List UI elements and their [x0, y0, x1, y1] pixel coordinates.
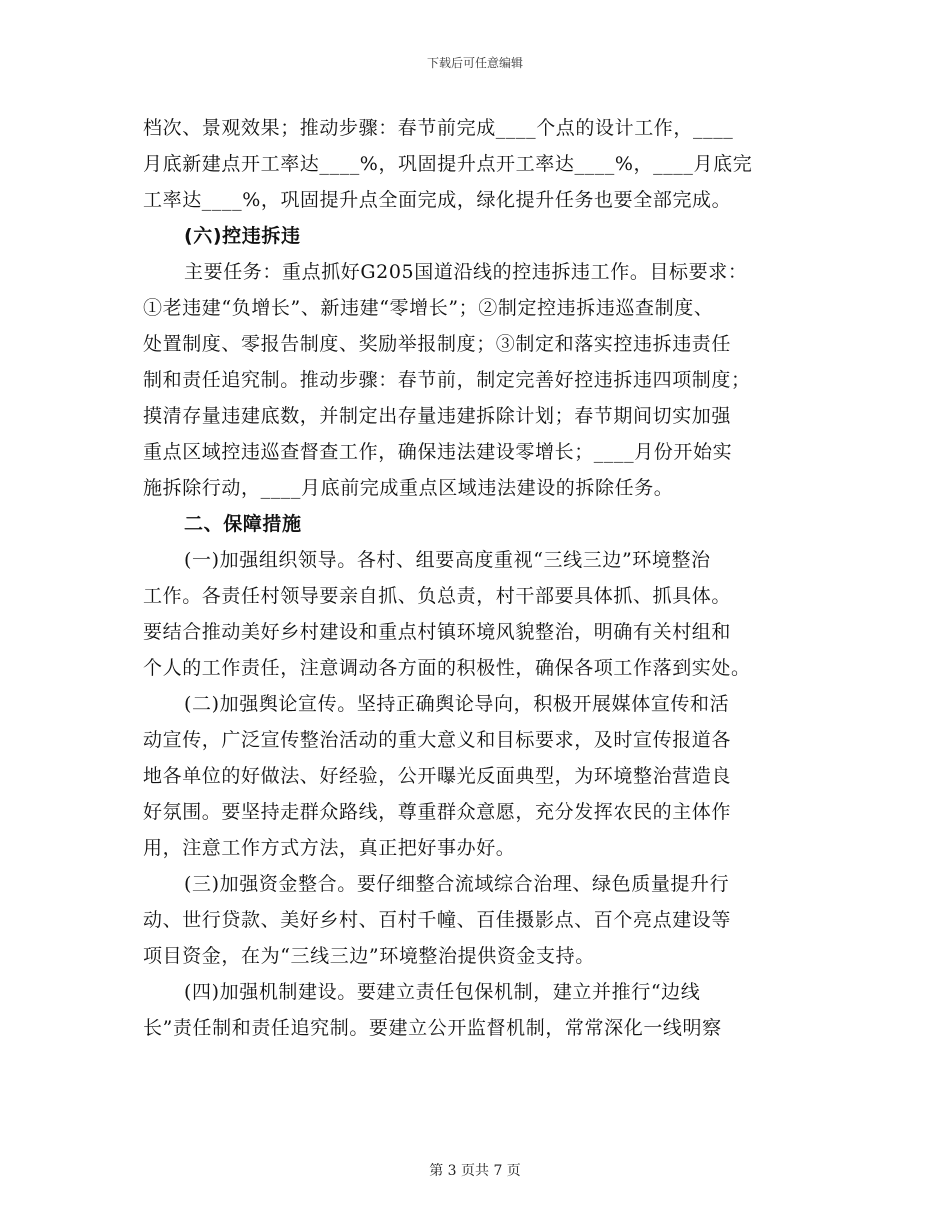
paragraph-section-6-tasks: [143, 254, 803, 506]
section-heading: 二、保障措施: [184, 513, 302, 535]
paragraph-measure-3: [143, 866, 803, 974]
text-line: 动宣传，广泛宣传整治活动的重大意义和目标要求，及时宣传报道各: [143, 729, 732, 751]
text-line: 项目资金，在为“三线三边”环境整治提供资金支持。: [143, 945, 595, 967]
text-line: 制和责任追究制。推动步骤：春节前，制定完善好控违拆违四项制度；: [143, 369, 751, 391]
text-line: 摸清存量违建底数，并制定出存量违建拆除计划；春节期间切实加强: [143, 405, 732, 427]
document-body: [143, 110, 803, 1046]
text-line: 施拆除行动，____月底前完成重点区域违法建设的拆除任务。: [143, 477, 674, 499]
text-line: 处置制度、零报告制度、奖励举报制度；③制定和落实控违拆违责任: [143, 333, 732, 355]
text-line: 动、世行贷款、美好乡村、百村千幢、百佳摄影点、百个亮点建设等: [143, 909, 732, 931]
text-line: (三)加强资金整合。要仔细整合流域综合治理、绿色质量提升行: [184, 873, 730, 895]
text-line: 个人的工作责任，注意调动各方面的积极性，确保各项工作落到实处。: [143, 657, 751, 679]
section-heading: (六)控违拆违: [184, 225, 301, 247]
heading-section-6: [143, 218, 803, 254]
text-line: (四)加强机制建设。要建立责任包保机制，建立并推行“边线: [184, 981, 701, 1003]
text-line: 地各单位的好做法、好经验，公开曝光反面典型，为环境整治营造良: [143, 765, 732, 787]
text-line: (二)加强舆论宣传。坚持正确舆论导向，积极开展媒体宣传和活: [184, 693, 730, 715]
text-line: 档次、景观效果；推动步骤：春节前完成____个点的设计工作，____: [143, 117, 734, 139]
text-line: 重点区域控违巡查督查工作，确保违法建设零增长；____月份开始实: [143, 441, 733, 463]
page-footer: 第 3 页共 7 页: [429, 1163, 521, 1179]
page-header: 下载后可任意编辑: [426, 56, 523, 70]
text-line: ①老违建“负增长”、新违建“零增长”；②制定控违拆违巡查制度、: [143, 297, 714, 319]
text-line: 工率达____%，巩固提升点全面完成，绿化提升任务也要全部完成。: [143, 189, 732, 211]
text-line: 用，注意工作方式方法，真正把好事办好。: [143, 837, 516, 859]
paragraph-measure-4: [143, 974, 803, 1046]
text-line: 工作。各责任村领导要亲自抓、负总责，村干部要具体抓、抓具体。: [143, 585, 732, 607]
text-line: (一)加强组织领导。各村、组要高度重视“三线三边”环境整治: [184, 549, 711, 571]
text-line: 月底新建点开工率达____%，巩固提升点开工率达____%，____月底完: [143, 153, 753, 175]
text-line: 长”责任制和责任追究制。要建立公开监督机制，常常深化一线明察: [143, 1017, 722, 1039]
text-line: 好氛围。要坚持走群众路线，尊重群众意愿，充分发挥农民的主体作: [143, 801, 732, 823]
paragraph-measure-2: [143, 686, 803, 866]
heading-guarantee-measures: [143, 506, 803, 542]
paragraph-landscape-continuation: [143, 110, 803, 218]
text-line: 主要任务：重点抓好G205国道沿线的控违拆违工作。目标要求：: [184, 261, 748, 283]
text-line: 要结合推动美好乡村建设和重点村镇环境风貌整治，明确有关村组和: [143, 621, 732, 643]
paragraph-measure-1: [143, 542, 803, 686]
